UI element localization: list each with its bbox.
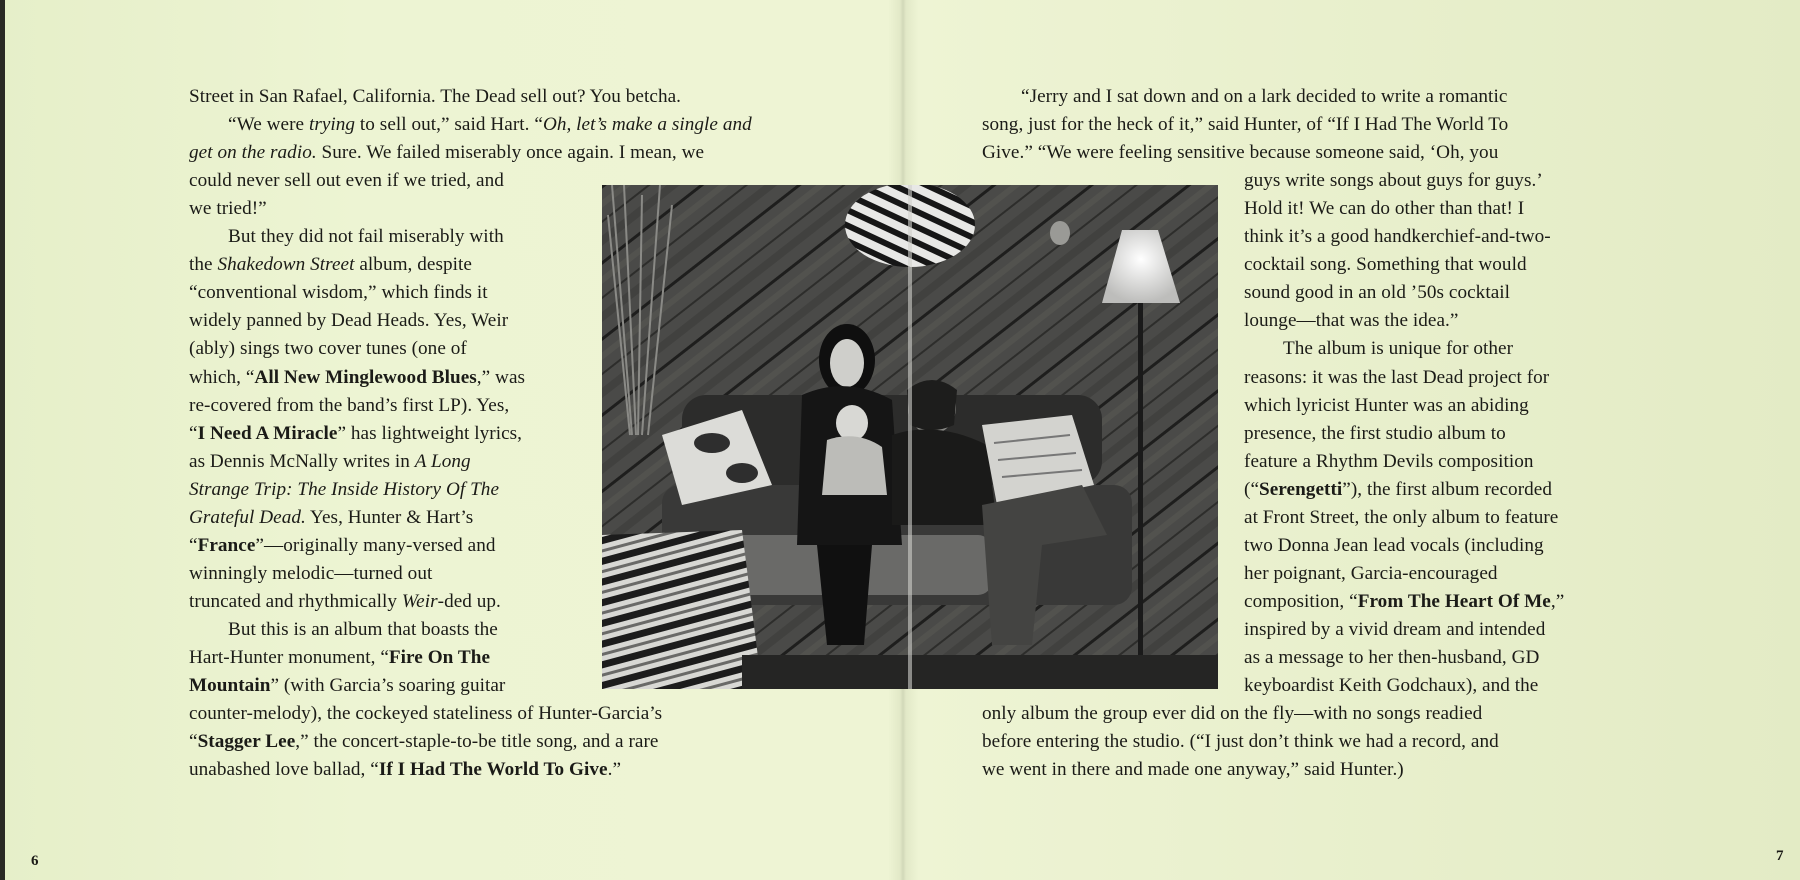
page-number-right: 7 (1776, 848, 1784, 864)
text-line: The album is unique for other (1283, 338, 1514, 360)
text-line: think it’s a good handkerchief-and-two- (1244, 226, 1551, 248)
text-line: presence, the first studio album to (1244, 422, 1506, 444)
text-line: song, just for the heck of it,” said Hunter, of “If I Had The World To (982, 114, 1509, 136)
text-line: feature a Rhythm Devils composition (1244, 450, 1534, 472)
page-number-left: 6 (31, 853, 39, 869)
text-line: “I Need A Miracle” has lightweight lyrics, (189, 422, 523, 444)
text-line: keyboardist Keith Godchaux), and the (1244, 675, 1539, 697)
italic-span: Shakedown Street (217, 254, 355, 276)
italic-span: trying (308, 114, 356, 136)
text-line: sound good in an old ’50s cocktail (1244, 282, 1511, 304)
text-line: her poignant, Garcia-encouraged (1244, 562, 1498, 584)
song-title: Mountain (189, 675, 271, 697)
text-line: “We were trying to sell out,” said Hart. “Oh, let’s make a single and (228, 114, 752, 136)
text-line: But they did not fail miserably with (228, 226, 504, 248)
text-line: composition, “From The Heart Of Me,” (1244, 590, 1565, 612)
text-line (189, 476, 499, 504)
black-and-white-photo-icon (602, 185, 1218, 689)
text-line: re-covered from the band’s first LP). Yes, (189, 394, 510, 416)
scan-edge (0, 0, 5, 880)
text-line: inspired by a vivid dream and intended (1244, 618, 1546, 640)
text-line: at Front Street, the only album to feature (1244, 506, 1559, 528)
text-line: Grateful Dead. Yes, Hunter & Hart’s (189, 506, 474, 528)
text-line: before entering the studio. (“I just don’t think we had a record, and (982, 731, 1499, 753)
song-title: Stagger Lee (197, 731, 296, 753)
song-title: All New Minglewood Blues (254, 366, 477, 388)
text-line: “Jerry and I sat down and on a lark decided to write a romantic (1021, 86, 1508, 107)
text-line: (ably) sings two cover tunes (one of (189, 338, 467, 360)
text-line: which, “All New Minglewood Blues,” was (189, 366, 526, 388)
text-line: could never sell out even if we tried, and (189, 170, 504, 192)
italic-span: Weir (401, 590, 438, 612)
text-line: Mountain” (with Garcia’s soaring guitar (189, 675, 506, 697)
text-line: “Stagger Lee,” the concert-staple-to-be title song, and a rare (189, 731, 659, 753)
italic-span: Strange Trip: The Inside History Of The (189, 478, 500, 500)
song-title: I Need A Miracle (197, 422, 338, 444)
text-line: widely panned by Dead Heads. Yes, Weir (189, 310, 509, 332)
text-line: cocktail song. Something that would (1244, 254, 1527, 276)
text-line: winningly melodic—turned out (189, 562, 433, 584)
italic-span: A Long (414, 450, 471, 472)
text-line: which lyricist Hunter was an abiding (1244, 394, 1529, 416)
text-line: only album the group ever did on the fly—with no songs readied (982, 703, 1483, 725)
text-line: as a message to her then-husband, GD (1244, 647, 1540, 668)
text-line: lounge—that was the idea.” (1244, 310, 1459, 332)
italic-span: get on the radio. (189, 142, 317, 164)
text-line: (“Serengetti”), the first album recorded (1244, 478, 1552, 500)
text-line: reasons: it was the last Dead project for (1244, 366, 1550, 388)
text-line: truncated and rhythmically Weir-ded up. (189, 590, 501, 612)
band-photo (602, 185, 1218, 689)
text-line: But this is an album that boasts the (228, 618, 498, 640)
text-line: get on the radio. Sure. We failed miserably once again. I mean, we (189, 142, 705, 164)
text-line: guys write songs about guys for guys.’ (1244, 170, 1543, 192)
italic-span: Oh, let’s make a single and (542, 114, 752, 136)
song-title: From The Heart Of Me (1357, 590, 1551, 612)
text-line: we tried!” (189, 198, 267, 220)
text-line: Street in San Rafael, California. The Dead sell out? You betcha. (189, 86, 682, 107)
song-title: Serengetti (1259, 478, 1343, 500)
text-line: the Shakedown Street album, despite (189, 254, 472, 276)
text-line: two Donna Jean lead vocals (including (1244, 534, 1544, 556)
text-line: “France”—originally many-versed and (189, 534, 496, 556)
text-line: Hold it! We can do other than that! I (1244, 198, 1525, 220)
song-title: Fire On The (388, 647, 491, 668)
song-title: If I Had The World To Give (378, 759, 608, 781)
text-line: “conventional wisdom,” which finds it (189, 282, 488, 304)
text-line: we went in there and made one anyway,” said Hunter.) (982, 759, 1404, 781)
italic-span: Grateful Dead. (189, 506, 306, 528)
text-line: Give.” “We were feeling sensitive because someone said, ‘Oh, you (982, 142, 1499, 164)
text-line: counter-melody), the cockeyed stateliness of Hunter-Garcia’s (189, 703, 663, 725)
text-line: Hart-Hunter monument, “Fire On The (189, 647, 491, 668)
text-line: unabashed love ballad, “If I Had The World To Give.” (189, 759, 622, 781)
text-line: as Dennis McNally writes in A Long (189, 450, 471, 472)
song-title: France (197, 534, 256, 556)
